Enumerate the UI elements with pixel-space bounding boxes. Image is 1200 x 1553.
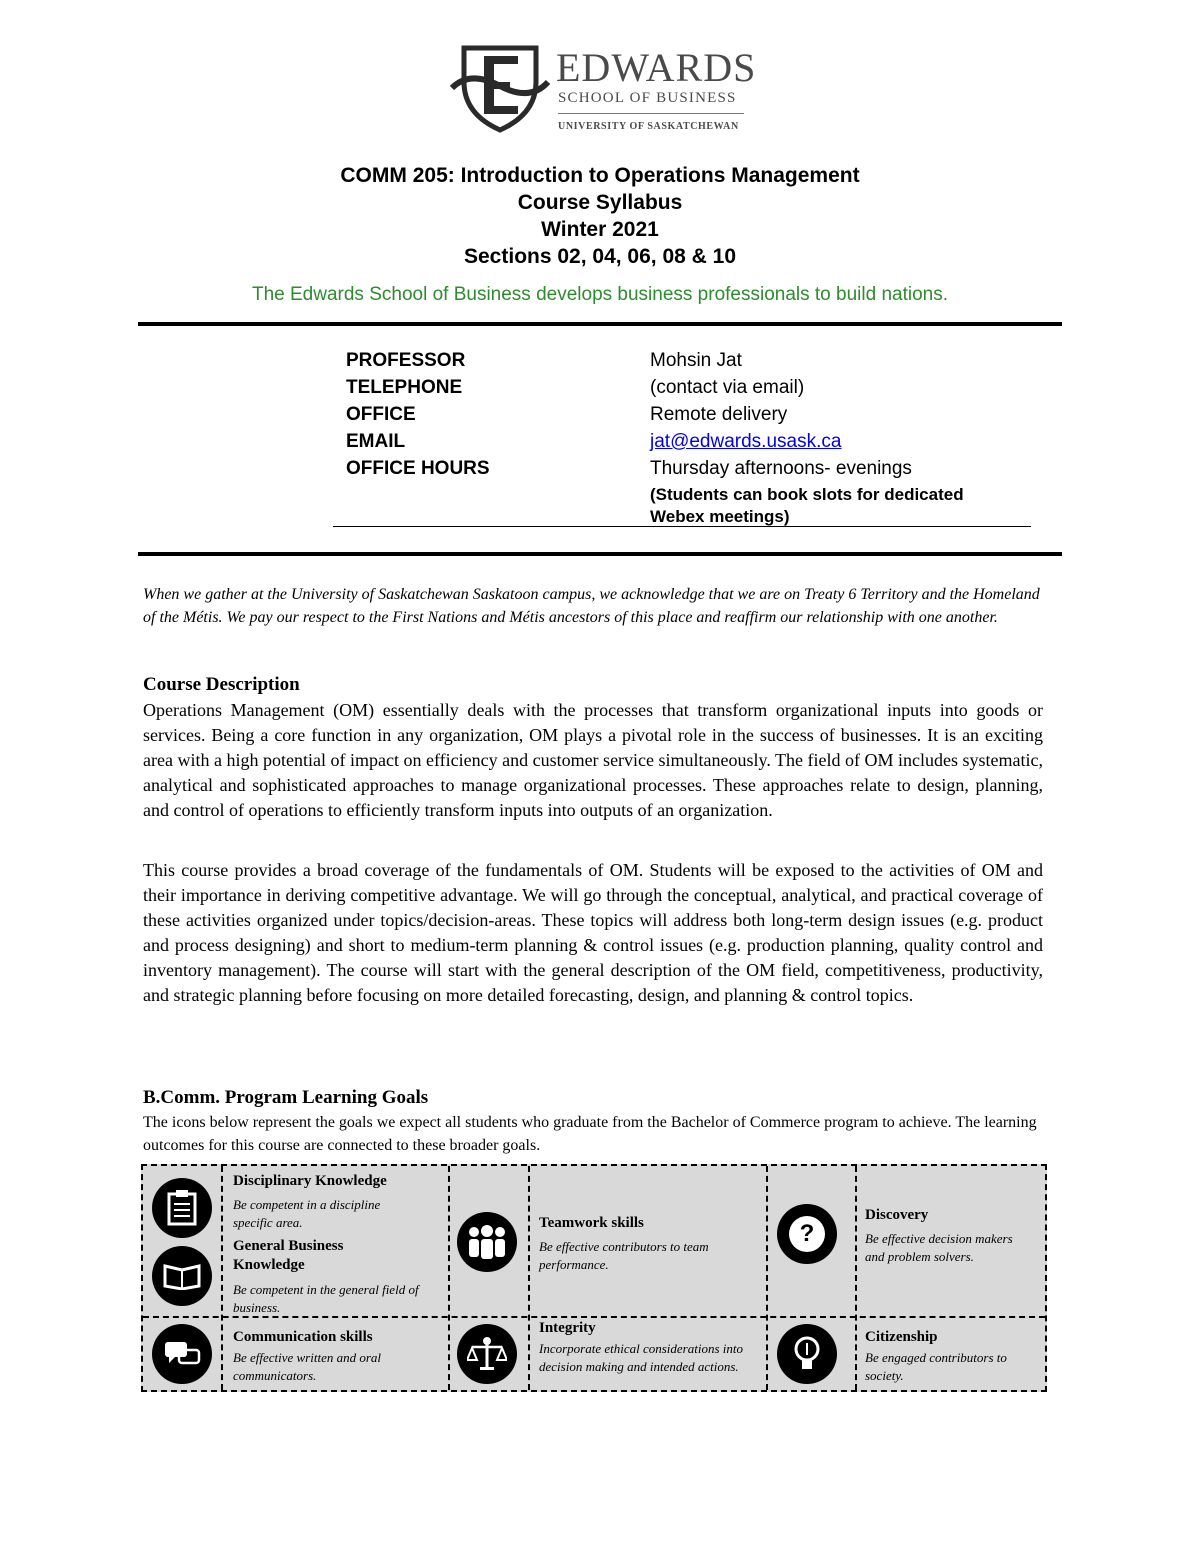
question-icon: [777, 1204, 837, 1264]
course-term: Winter 2021: [541, 218, 659, 241]
learning-goals-intro: The icons below represent the goals we expect all students who graduate from the Bachelor of Commerce program to achieve. The learning outcomes for this course are connected to these broader goals.: [143, 1114, 1037, 1154]
document-type: Course Syllabus: [517, 191, 683, 214]
land-acknowledgement: When we gather at the University of Saskatchewan Saskatoon campus, we acknowledge that we are on Treaty 6 Territory and the Homeland of the Métis. We pay our respect to the First Nations and Métis ancestors of this place and reaffirm our relationship with one another.: [143, 586, 1040, 626]
logo-school: SCHOOL OF BUSINESS: [558, 90, 737, 106]
info-value: Remote delivery: [650, 404, 788, 425]
goal-desc-integrity: Incorporate ethical considerations into decision making and intended actions.: [539, 1341, 744, 1374]
info-value-email: [650, 431, 841, 453]
team-icon: [457, 1212, 517, 1272]
info-value: Thursday afternoons- evenings: [650, 458, 912, 479]
goal-title-citizenship: Citizenship: [865, 1329, 938, 1345]
logo-university: UNIVERSITY OF SASKATCHEWAN: [558, 121, 739, 132]
edwards-crest-icon: [450, 42, 550, 134]
grid-line: [528, 1166, 530, 1390]
book-icon: [152, 1246, 212, 1306]
divider-top: [138, 322, 1062, 326]
goal-title-communication: Communication skills: [233, 1329, 373, 1345]
learning-goals-heading: B.Comm. Program Learning Goals: [143, 1087, 429, 1108]
goal-title-general: General Business Knowledge: [233, 1238, 344, 1273]
course-description-p2: This course provides a broad coverage of the fundamentals of OM. Students will be exposed to the activities of OM and their importance in deriving competitive advantage. We will go through the conceptual, analytical, and practical coverage of these activities organized under topics/decision-areas. These topics will address both long-term design issues (e.g. product and process designing) and short to medium-term planning & control issues (e.g. production planning, quality control and inventory management). The course will start with the general description of the OM field, competitiveness, productivity, and strategic planning before focusing on more detailed forecasting, design, and planning & control topics.: [143, 860, 1043, 1005]
office-hours-note-line: (Students can book slots for dedicated: [650, 485, 964, 504]
goal-desc-citizenship: Be engaged contributors to society.: [865, 1350, 1007, 1383]
clipboard-icon: [152, 1178, 212, 1238]
course-header: [0, 162, 1200, 270]
grid-line: [855, 1166, 857, 1390]
grid-line: [448, 1166, 450, 1390]
info-label: EMAIL: [346, 431, 406, 452]
question-glyph: ?: [789, 1216, 825, 1252]
course-sections: Sections 02, 04, 06, 08 & 10: [464, 245, 736, 268]
speech-bubbles-icon: [152, 1324, 212, 1384]
info-value: Mohsin Jat: [650, 350, 742, 371]
logo-divider: [558, 113, 744, 114]
goal-desc-communication: Be effective written and oral communicators.: [233, 1350, 382, 1383]
course-title: COMM 205: Introduction to Operations Management: [340, 164, 860, 187]
logo-name: EDWARDS: [556, 45, 757, 90]
school-tagline: The Edwards School of Business develops business professionals to build nations.: [251, 284, 948, 305]
office-hours-note: [650, 484, 964, 528]
goal-title-integrity: Integrity: [539, 1320, 596, 1336]
grid-line: [221, 1166, 223, 1390]
email-link[interactable]: jat@edwards.usask.ca: [650, 431, 842, 452]
learning-goals-table: [141, 1164, 1047, 1392]
grid-line: [766, 1166, 768, 1390]
office-hours-note-line: Webex meetings): [650, 507, 790, 526]
goal-title-discovery: Discovery: [865, 1207, 929, 1223]
info-label: OFFICE: [346, 404, 416, 425]
edwards-logo: [450, 42, 757, 134]
goal-title-teamwork: Teamwork skills: [539, 1215, 644, 1231]
scales-icon: [457, 1324, 517, 1384]
course-description-p1: Operations Management (OM) essentially deals with the processes that transform organizational inputs into goods or services. Being a core function in any organization, OM plays a pivotal role in the success of businesses. It is an exciting area with a high potential of impact on efficiency and customer service simultaneously. The field of OM includes systematic, analytical and sophisticated approaches to manage organizational processes. These approaches relate to design, planning, and control of operations to efficiently transform inputs into outputs of an organization.: [143, 700, 1043, 820]
goal-desc-general: Be competent in the general field of business.: [233, 1282, 419, 1315]
goal-desc-disciplinary: Be competent in a discipline specific area.: [233, 1197, 381, 1230]
goal-desc-discovery: Be effective decision makers and problem solvers.: [865, 1231, 1013, 1264]
info-label: PROFESSOR: [346, 350, 466, 371]
divider-bottom: [138, 552, 1062, 556]
lightbulb-icon: [777, 1324, 837, 1384]
goal-title-disciplinary: Disciplinary Knowledge: [233, 1173, 387, 1189]
info-value: (contact via email): [650, 377, 805, 398]
info-divider: [333, 526, 1031, 527]
info-label: TELEPHONE: [346, 377, 463, 398]
goal-desc-teamwork: Be effective contributors to team performance.: [539, 1239, 709, 1272]
info-label: OFFICE HOURS: [346, 458, 490, 479]
course-description-heading: Course Description: [143, 674, 300, 695]
